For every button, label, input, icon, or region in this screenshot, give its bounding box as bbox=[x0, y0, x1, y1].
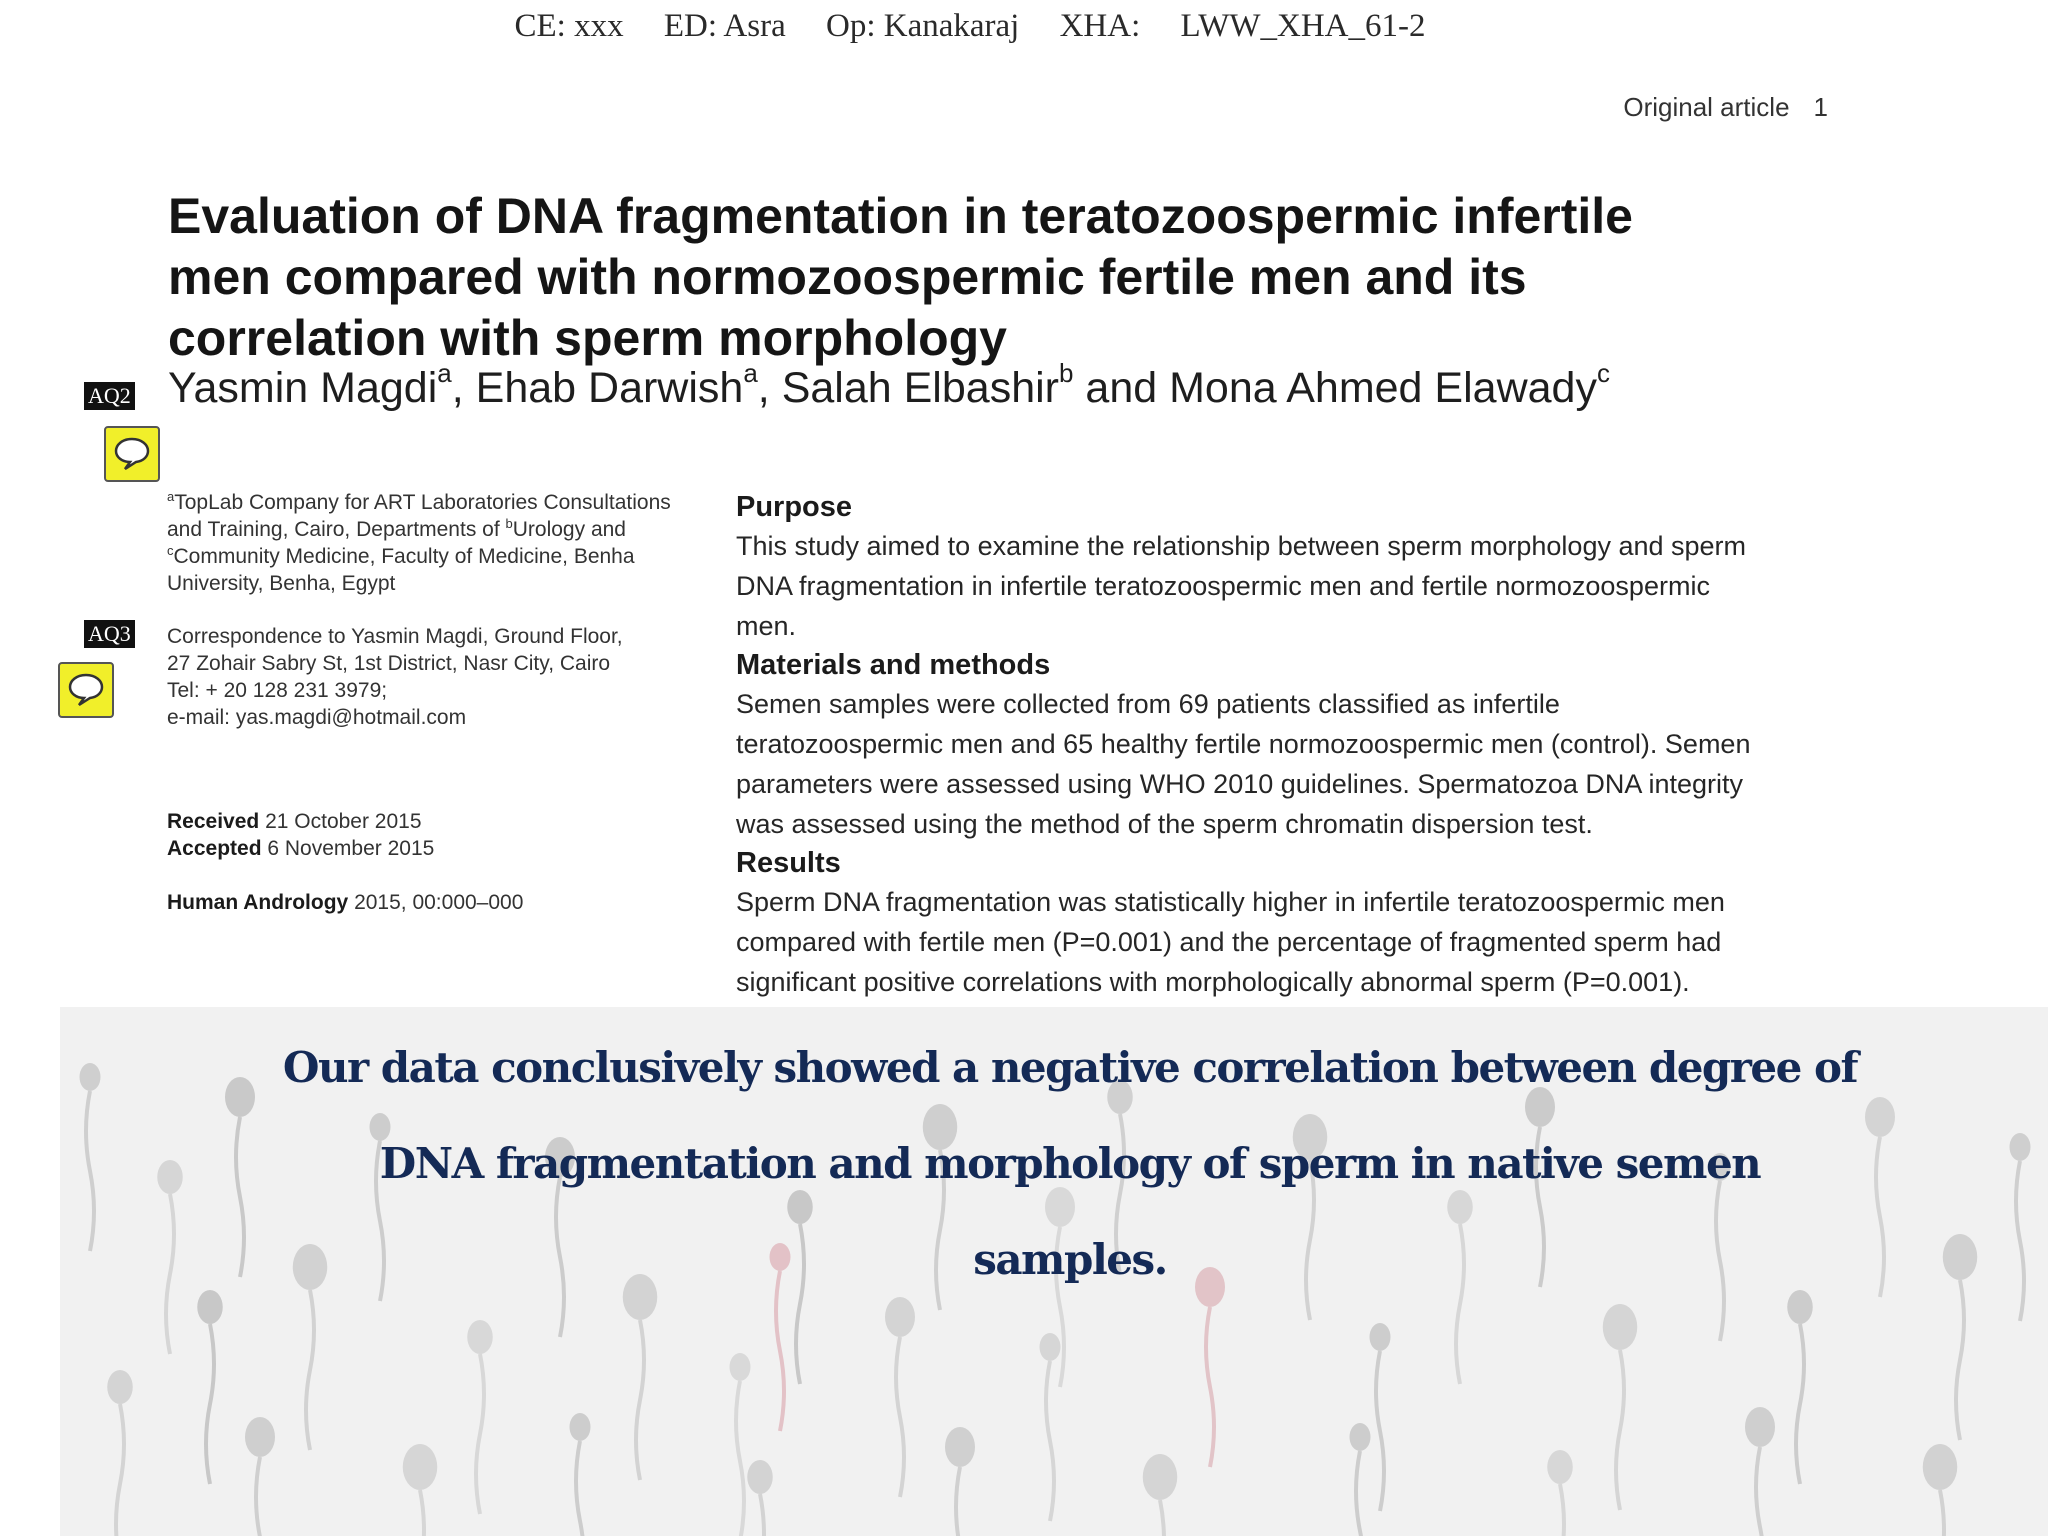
sperm-tail bbox=[1616, 1350, 1624, 1510]
affiliation-line: University, Benha, Egypt bbox=[167, 572, 396, 595]
proof-xha-label: XHA: bbox=[1059, 8, 1141, 44]
sperm-head bbox=[1143, 1454, 1178, 1500]
sperm-tail bbox=[2016, 1161, 2024, 1321]
methods-heading: Materials and methods bbox=[736, 649, 1051, 681]
article-dates bbox=[167, 808, 707, 862]
sperm-head bbox=[1923, 1444, 1958, 1490]
sperm-head bbox=[245, 1417, 275, 1457]
sperm-tail bbox=[1556, 1484, 1564, 1536]
title-line: correlation with sperm morphology bbox=[168, 310, 1007, 366]
sperm-tail bbox=[1206, 1307, 1214, 1467]
accepted-label: Accepted bbox=[167, 837, 262, 860]
paper-title bbox=[168, 186, 1868, 369]
affiliation-line: Urology and bbox=[512, 518, 626, 541]
sperm-head bbox=[1040, 1333, 1061, 1361]
sperm-tail bbox=[1956, 1280, 1964, 1440]
sperm-head bbox=[157, 1160, 183, 1194]
sperm-tail bbox=[1046, 1361, 1054, 1521]
sperm-head bbox=[730, 1353, 751, 1381]
sperm-tail bbox=[116, 1404, 124, 1536]
sperm-head bbox=[1943, 1234, 1978, 1280]
sperm-tail bbox=[1936, 1490, 1944, 1536]
sperm-tail bbox=[306, 1290, 314, 1450]
sperm-head bbox=[570, 1413, 591, 1441]
sperm-tail bbox=[736, 1381, 744, 1536]
sperm-tail bbox=[1376, 1351, 1384, 1511]
sperm-head bbox=[1370, 1323, 1391, 1351]
sperm-tail bbox=[636, 1320, 644, 1480]
proof-xha-code: LWW_XHA_61-2 bbox=[1180, 8, 1426, 44]
running-head bbox=[1623, 92, 1828, 123]
page-number: 1 bbox=[1813, 92, 1828, 122]
affiliation-mark: b bbox=[505, 516, 513, 531]
results-heading: Results bbox=[736, 847, 841, 879]
journal-name: Human Andrology bbox=[167, 891, 349, 914]
affiliation-line: TopLab Company for ART Laboratories Consultations bbox=[174, 491, 671, 514]
title-line: Evaluation of DNA fragmentation in teratozoospermic infertile bbox=[168, 188, 1633, 244]
sperm-head bbox=[1603, 1304, 1638, 1350]
correspondence-phone: Tel: + 20 128 231 3979; bbox=[167, 679, 388, 702]
abstract-line: This study aimed to examine the relationship between sperm morphology and sperm bbox=[736, 531, 1747, 561]
author-name: Mona Ahmed Elawady bbox=[1169, 364, 1597, 412]
sperm-head bbox=[1350, 1423, 1371, 1451]
author-affiliation-mark: b bbox=[1058, 358, 1074, 388]
purpose-heading: Purpose bbox=[736, 491, 853, 523]
abstract-line: Sperm DNA fragmentation was statistically higher in infertile teratozoospermic men bbox=[736, 887, 1725, 917]
author-affiliation-mark: c bbox=[1596, 358, 1610, 388]
abstract-line: significant positive correlations with morphologically abnormal sperm (P=0.001). bbox=[736, 967, 1690, 997]
affiliation-mark: c bbox=[167, 543, 174, 558]
author-list bbox=[168, 358, 1610, 413]
sperm-tail bbox=[476, 1354, 484, 1514]
correspondence bbox=[167, 623, 707, 731]
sperm-tail bbox=[166, 1194, 174, 1354]
conclusion-statement bbox=[240, 1020, 1900, 1308]
author-separator: , bbox=[451, 364, 476, 412]
abstract-line: Semen samples were collected from 69 patients classified as infertile bbox=[736, 689, 1560, 719]
sperm-head bbox=[403, 1444, 438, 1490]
sperm-tail bbox=[1796, 1324, 1804, 1484]
author-name: Ehab Darwish bbox=[475, 364, 744, 412]
sperm-head bbox=[467, 1320, 493, 1354]
title-line: men compared with normozoospermic fertile men and its bbox=[168, 249, 1527, 305]
author-query-aq3[interactable]: AQ3 bbox=[84, 620, 135, 648]
sperm-head bbox=[107, 1370, 133, 1404]
author-separator: and bbox=[1073, 364, 1170, 412]
abstract-line: compared with fertile men (P=0.001) and the percentage of fragmented sperm had bbox=[736, 927, 1722, 957]
affiliation-line: Community Medicine, Faculty of Medicine, Benha bbox=[173, 545, 635, 568]
sperm-head bbox=[1547, 1450, 1573, 1484]
comment-icon[interactable] bbox=[104, 426, 160, 482]
comment-icon[interactable] bbox=[58, 662, 114, 718]
conclusion-line: DNA fragmentation and morphology of sperm in native semen bbox=[379, 1139, 1761, 1188]
correspondence-line: 27 Zohair Sabry St, 1st District, Nasr City, Cairo bbox=[167, 652, 611, 675]
author-query-aq2[interactable]: AQ2 bbox=[84, 382, 135, 410]
journal-citation bbox=[167, 889, 707, 916]
author-name: Yasmin Magdi bbox=[168, 364, 438, 412]
journal-volume: 2015, 00:000–000 bbox=[354, 891, 524, 914]
sperm-tail bbox=[896, 1337, 904, 1497]
conclusion-line: Our data conclusively showed a negative correlation between degree of bbox=[282, 1043, 1858, 1092]
abstract-line: parameters were assessed using WHO 2010 guidelines. Spermatozoa DNA integrity bbox=[736, 769, 1743, 799]
affiliation-mark: a bbox=[167, 489, 175, 504]
sperm-tail bbox=[416, 1490, 424, 1536]
sperm-tail bbox=[576, 1441, 584, 1536]
accepted-date: 6 November 2015 bbox=[267, 837, 435, 860]
abstract-line: was assessed using the method of the sperm chromatin dispersion test. bbox=[736, 809, 1593, 839]
sperm-tail bbox=[756, 1494, 764, 1536]
sperm-tail bbox=[206, 1324, 214, 1484]
correspondence-line: Correspondence to Yasmin Magdi, Ground Floor, bbox=[167, 625, 623, 648]
sperm-head bbox=[197, 1290, 223, 1324]
sperm-head bbox=[2010, 1133, 2031, 1161]
proof-header bbox=[0, 8, 1940, 45]
sperm-tail bbox=[256, 1457, 264, 1536]
author-separator: , bbox=[757, 364, 782, 412]
sperm-tail bbox=[1756, 1447, 1764, 1536]
conclusion-line: samples. bbox=[973, 1235, 1167, 1284]
sperm-tail bbox=[956, 1467, 964, 1536]
abstract bbox=[736, 488, 1836, 1002]
sperm-head bbox=[1745, 1407, 1775, 1447]
abstract-line: DNA fragmentation in infertile teratozoospermic men and fertile normozoospermic bbox=[736, 571, 1710, 601]
affiliations bbox=[167, 489, 707, 597]
sperm-tail bbox=[1156, 1500, 1164, 1536]
correspondence-email[interactable]: e-mail: yas.magdi@hotmail.com bbox=[167, 706, 467, 729]
received-label: Received bbox=[167, 810, 260, 833]
proof-op: Op: Kanakaraj bbox=[826, 8, 1020, 44]
sperm-tail bbox=[86, 1091, 94, 1251]
abstract-line: men. bbox=[736, 611, 797, 641]
author-name: Salah Elbashir bbox=[781, 364, 1059, 412]
sperm-tail bbox=[1356, 1451, 1364, 1536]
article-type: Original article bbox=[1623, 92, 1790, 122]
sperm-head bbox=[80, 1063, 101, 1091]
abstract-line: teratozoospermic men and 65 healthy fertile normozoospermic men (control). Semen bbox=[736, 729, 1751, 759]
affiliation-line: and Training, Cairo, Departments of bbox=[167, 518, 506, 541]
sperm-head bbox=[945, 1427, 975, 1467]
proof-ed: ED: Asra bbox=[663, 8, 786, 44]
received-date: 21 October 2015 bbox=[265, 810, 422, 833]
proof-ce: CE: xxx bbox=[514, 8, 624, 44]
author-affiliation-mark: a bbox=[743, 358, 758, 388]
sperm-head bbox=[747, 1460, 773, 1494]
author-affiliation-mark: a bbox=[437, 358, 452, 388]
